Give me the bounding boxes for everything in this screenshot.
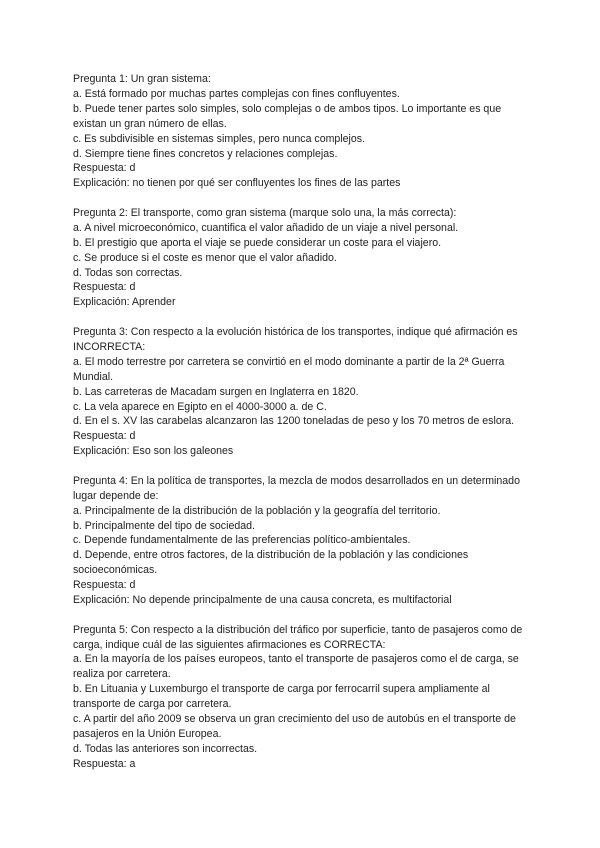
answer: Respuesta: d: [73, 579, 136, 592]
option-a: a. El modo terrestre por carretera se convirtió en el modo dominante a partir de la 2ª Guerra Mundial.: [73, 355, 505, 383]
question-block-4: [73, 474, 535, 608]
option-d: d. Depende, entre otros factores, de la distribución de la población y las condiciones socioeconómicas.: [73, 549, 469, 577]
question-block-5: [73, 623, 535, 772]
answer: Respuesta: d: [73, 430, 136, 443]
option-a: a. Principalmente de la distribución de la población y la geografía del territorio.: [73, 504, 441, 517]
explanation: Explicación: Aprender: [73, 296, 176, 309]
option-d: d. En el s. XV las carabelas alcanzaron las 1200 toneladas de peso y los 70 metros de eslora.: [73, 415, 515, 428]
option-c: c. Es subdivisible en sistemas simples, pero nunca complejos.: [73, 132, 366, 145]
option-c: c. Depende fundamentalmente de las preferencias político-ambientales.: [73, 534, 411, 547]
option-d: d. Todas las anteriores son incorrectas.: [73, 742, 258, 755]
answer: Respuesta: d: [73, 281, 136, 294]
question-title: Pregunta 4: En la política de transportes, la mezcla de modos desarrollados en un determinado lugar depende de:: [73, 474, 520, 502]
option-c: c. Se produce si el coste es menor que el valor añadido.: [73, 251, 337, 264]
answer: Respuesta: d: [73, 162, 136, 175]
question-block-1: [73, 72, 535, 191]
answer: Respuesta: a: [73, 757, 136, 770]
option-d: d. Siempre tiene fines concretos y relaciones complejas.: [73, 147, 338, 160]
option-b: b. Las carreteras de Macadam surgen en Inglaterra en 1820.: [73, 385, 359, 398]
option-c: c. A partir del año 2009 se observa un gran crecimiento del uso de autobús en el transporte de pasajeros en la Unión Europea.: [73, 713, 516, 740]
question-title: Pregunta 3: Con respecto a la evolución histórica de los transportes, indique qué afirmación es INCORRECTA:: [73, 325, 518, 353]
option-b: b. Puede tener partes solo simples, solo complejas o de ambos tipos. Lo importante es que existan un gran número de ellas.: [73, 102, 502, 130]
option-a: a. A nivel microeconómico, cuantifica el valor añadido de un viaje a nivel personal.: [73, 221, 459, 234]
question-block-2: [73, 206, 535, 310]
explanation: Explicación: No depende principalmente de una causa concreta, es multifactorial: [73, 594, 452, 607]
option-a: a. En la mayoría de los países europeos, tanto el transporte de pasajeros como el de carga, se realiza por carretera.: [73, 653, 519, 681]
option-b: b. En Lituania y Luxemburgo el transporte de carga por ferrocarril supera ampliamente al transporte de carga por carretera.: [73, 683, 490, 711]
question-title: Pregunta 5: Con respecto a la distribución del tráfico por superficie, tanto de pasajeros como de carga, indique cuál de las siguientes afirmaciones es CORRECTA:: [73, 623, 523, 651]
option-b: b. El prestigio que aporta el viaje se puede considerar un coste para el viajero.: [73, 236, 442, 249]
option-a: a. Está formado por muchas partes complejas con fines confluyentes.: [73, 87, 400, 100]
question-title: Pregunta 1: Un gran sistema:: [73, 73, 211, 85]
option-d: d. Todas son correctas.: [73, 266, 183, 279]
explanation: Explicación: Eso son los galeones: [73, 445, 234, 458]
option-b: b. Principalmente del tipo de sociedad.: [73, 519, 255, 532]
explanation: Explicación: no tienen por qué ser confluyentes los fines de las partes: [73, 177, 401, 190]
document-content: [73, 72, 535, 786]
question-block-3: [73, 325, 535, 459]
question-title: Pregunta 2: El transporte, como gran sistema (marque solo una, la más correcta):: [73, 206, 457, 219]
option-c: c. La vela aparece en Egipto en el 4000-3000 a. de C.: [73, 400, 327, 413]
